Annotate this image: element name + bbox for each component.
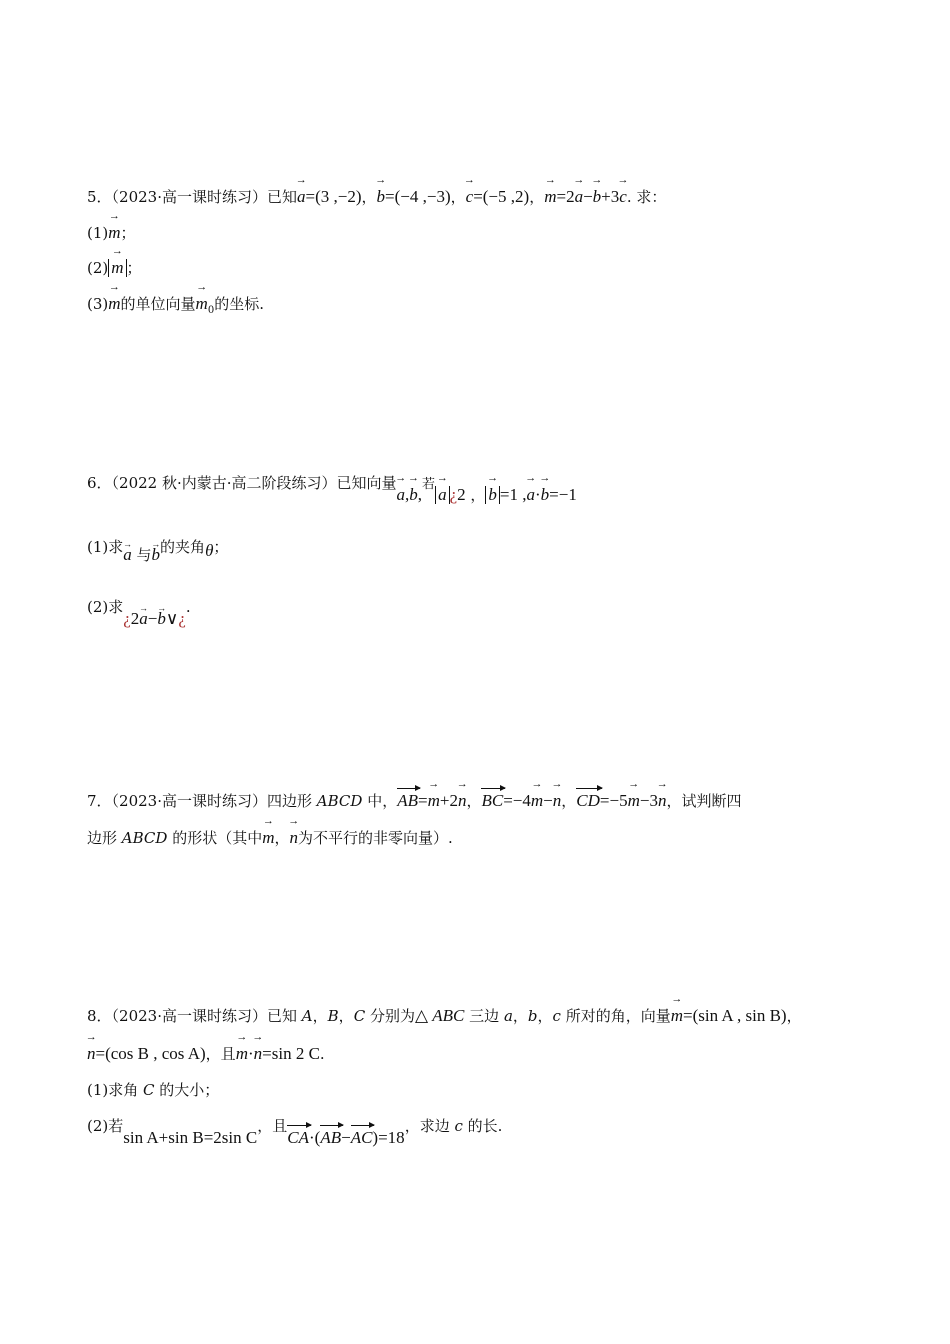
q7-text2: 中， <box>362 792 398 810</box>
q8-dot: · <box>247 1044 254 1063</box>
q6-qmark: ¿ <box>449 485 458 504</box>
q6-p1-tail: 的夹角 <box>160 538 206 556</box>
vec-c: → c <box>466 186 474 208</box>
q8-c: c <box>454 1117 463 1135</box>
q8-C: C <box>353 1007 366 1025</box>
q8-dot: · <box>308 1128 315 1147</box>
vec-n: → n <box>553 790 562 812</box>
vec-AB: AB <box>320 1128 342 1147</box>
q8-m-value: =(sin A , sin B) <box>683 1006 787 1025</box>
q8-b: b <box>527 1007 538 1025</box>
vec-m: → m <box>671 1005 683 1027</box>
q5-p3-label: (3) <box>87 295 109 313</box>
q6-comma: , <box>405 485 410 504</box>
q7-ab-val-1: = <box>417 791 428 810</box>
vec-a: → a <box>438 484 447 506</box>
q8-line2 <box>87 1043 325 1065</box>
q8-p2-eq: sin A+sin B=2sin C <box>123 1128 258 1147</box>
q6-qmark: ¿ <box>178 609 186 628</box>
q8-text4: 所对的角，向量 <box>560 1007 671 1025</box>
q8-comma: ， <box>338 1007 354 1025</box>
q8-source: （2023·高一课时练习） <box>111 1007 267 1025</box>
q8-part2 <box>87 1115 503 1147</box>
q6-mod-b-tail: =1 , <box>499 485 527 504</box>
q5-p1-end: ； <box>120 224 136 242</box>
vec-n: → n <box>458 790 467 812</box>
q5-p2-end: ； <box>126 259 142 277</box>
vec-n: → n <box>658 790 667 812</box>
q7-bc-val-1: =−4 <box>503 791 531 810</box>
q8-p2-expr: CA·(AB−AC)=18 <box>287 1128 405 1147</box>
q6-p1-mid: 与 <box>136 546 152 564</box>
vec-c: → c <box>619 186 627 208</box>
vec-a: → a <box>397 484 406 506</box>
q7-line2-2: 的形状（其中 <box>167 829 263 847</box>
abs-a <box>435 486 450 504</box>
q5-c-value: =(−5 ,2) <box>473 187 530 206</box>
q7-cd-val-2: −3 <box>639 791 658 810</box>
q8-number: 8． <box>87 1007 112 1025</box>
q8-m-end: ， <box>786 1007 802 1025</box>
q6-mod-a-tail: 2 <box>457 485 466 504</box>
q8-line1 <box>87 1005 802 1027</box>
q8-comma: ， <box>537 1007 553 1025</box>
q7-ab-val-2: +2 <box>439 791 458 810</box>
q7-number: 7． <box>87 792 112 810</box>
q6-comma: , <box>417 485 423 504</box>
q7-line2 <box>87 827 453 849</box>
vec-AB: AB <box>397 791 418 810</box>
q8-p2-tail: ，求边 <box>404 1117 455 1135</box>
q6-ab-list <box>397 486 423 504</box>
vec-m: → m <box>108 293 120 315</box>
q6-p2-label: (2)求 <box>87 598 124 616</box>
q7-line2-3: ， <box>274 829 290 847</box>
vec-m: → m <box>628 790 640 812</box>
vec-n: → n <box>290 827 299 849</box>
q8-text2: 分别为 <box>365 1007 415 1025</box>
q5-p3-tail: 的坐标. <box>214 295 264 313</box>
q8-p2-value: =18 <box>378 1128 405 1147</box>
q8-p1-tail: 的大小； <box>154 1081 220 1099</box>
q7-sep: ， <box>466 792 482 810</box>
q8-comma: ， <box>512 1007 528 1025</box>
q6-p1-end: ； <box>213 538 229 556</box>
q5-m-expr-2: − <box>583 187 593 206</box>
q5-m-expr-1: =2 <box>556 187 575 206</box>
q6-qmark: ¿ <box>123 609 131 628</box>
vec-CD: CD <box>576 791 600 810</box>
q5-a-value: =(3 ,−2) <box>305 187 362 206</box>
q7-sep: ， <box>561 792 577 810</box>
q8-c: c <box>552 1007 561 1025</box>
vec-n: → n <box>254 1043 263 1065</box>
q6-p2-end: . <box>185 598 191 616</box>
q7-text1: 四边形 <box>267 792 317 810</box>
q8-comma: ， <box>312 1007 328 1025</box>
q5-part2 <box>87 257 142 279</box>
q5-lead: 已知 <box>267 188 298 206</box>
q7-source: （2023·高一课时练习） <box>111 792 267 810</box>
q6-p2-expr-3: ∨ <box>165 609 179 628</box>
q7-text3: ，试判断四 <box>666 792 742 810</box>
vec-m: → m <box>111 257 123 279</box>
q8-triangle: △ <box>414 1006 433 1025</box>
vec-b: → b <box>157 608 166 630</box>
q5-p3-sub: 0 <box>207 305 215 316</box>
q5-line1: 5．（2023·高一课时练习）已知→ a=(3 ,−2)，→ b=(−4 ,−3)，→ c=(−5 ,2)，→ m=2→ a−→ b+3→ c. 求： <box>87 186 666 208</box>
vec-n: → n <box>87 1043 96 1065</box>
q7-cd-val-1: =−5 <box>599 791 628 810</box>
q8-A: A <box>301 1007 313 1025</box>
vec-b: → b <box>377 186 386 208</box>
vec-b: → b <box>541 484 550 506</box>
q5-source: （2023·高一课时练习） <box>111 188 267 206</box>
vec-AC: AC <box>350 1128 373 1147</box>
vec-b: → b <box>152 544 161 566</box>
vec-CA: CA <box>287 1128 309 1147</box>
q8-p1-label: (1)求角 <box>87 1081 144 1099</box>
vec-a: → a <box>575 186 584 208</box>
vec-b: → b <box>593 186 602 208</box>
q8-end: . <box>319 1045 325 1063</box>
q5-part1 <box>87 222 136 244</box>
abs-m <box>108 259 126 277</box>
q7-abcd: ABCD <box>121 829 168 847</box>
q5-p3-text: 的单位向量 <box>120 295 196 313</box>
q7-line2-1: 边形 <box>87 829 122 847</box>
q7-bc-val-2: − <box>543 791 553 810</box>
vec-m: → m <box>544 186 556 208</box>
q5-p2-label: (2) <box>87 259 109 277</box>
vec-m: → m <box>236 1043 248 1065</box>
q6-dot: · <box>534 485 541 504</box>
q5-number: 5． <box>87 188 112 206</box>
q8-p2-end: 的长. <box>462 1117 503 1135</box>
q6-theta: θ <box>205 541 214 560</box>
vec-b: → b <box>409 484 418 506</box>
q8-a: a <box>503 1007 513 1025</box>
q8-p2-mid: ，且 <box>257 1117 288 1135</box>
q6-source: （2022 秋·内蒙古·高二阶段练习） <box>111 474 337 492</box>
vec-b: → b <box>488 484 497 506</box>
q6-part2 <box>87 596 191 628</box>
q8-part1 <box>87 1079 219 1101</box>
vec-m0: → m <box>196 293 208 315</box>
q6-p2-expr-1: 2 <box>130 609 140 628</box>
q5-tail: . 求： <box>626 188 667 206</box>
vec-m: → m <box>428 790 440 812</box>
q6-number: 6． <box>87 474 112 492</box>
vec-m: → m <box>262 827 274 849</box>
q6-p2-expr <box>123 610 186 628</box>
q7-line2-4: 为不平行的非零向量）. <box>298 829 453 847</box>
q5-part3 <box>87 293 264 322</box>
q8-n-value: =(cos B , cos A) <box>95 1044 206 1063</box>
q7-line1 <box>87 790 741 812</box>
vec-a: → a <box>139 608 148 630</box>
vec-a: → a <box>297 186 306 208</box>
q6-ruo: 若 <box>422 477 436 492</box>
vec-a: → a <box>123 544 132 566</box>
q8-text3: 三边 <box>464 1007 504 1025</box>
q8-p2-label: (2)若 <box>87 1117 124 1135</box>
q6-p1-label: (1)求 <box>87 538 124 556</box>
q6-line1 <box>87 472 577 504</box>
q8-text5: ，且 <box>205 1045 236 1063</box>
vec-BC: BC <box>481 791 504 810</box>
vec-m: → m <box>531 790 543 812</box>
q8-B: B <box>327 1007 339 1025</box>
q8-C: C <box>143 1081 155 1099</box>
q8-abc: ABC <box>432 1006 465 1025</box>
q5-p1-label: (1) <box>87 224 109 242</box>
q6-lead: 已知向量 <box>336 474 397 492</box>
vec-a: → a <box>526 484 535 506</box>
q6-ab-value: =−1 <box>549 485 577 504</box>
q6-p2-expr-2: − <box>147 609 158 628</box>
abs-b <box>485 486 500 504</box>
q5-b-value: =(−4 ,−3) <box>385 187 451 206</box>
q6-condition: → a ¿2 ，→ b =1 ,→ a·→ b=−1 <box>435 486 577 504</box>
q7-abcd: ABCD <box>316 792 363 810</box>
q8-mn-value: =sin 2 C <box>262 1044 320 1063</box>
q8-text1: 已知 <box>267 1007 302 1025</box>
q6-part1 <box>87 536 229 564</box>
q5-m-expr-3: +3 <box>601 187 620 206</box>
vec-m: → m <box>108 222 120 244</box>
